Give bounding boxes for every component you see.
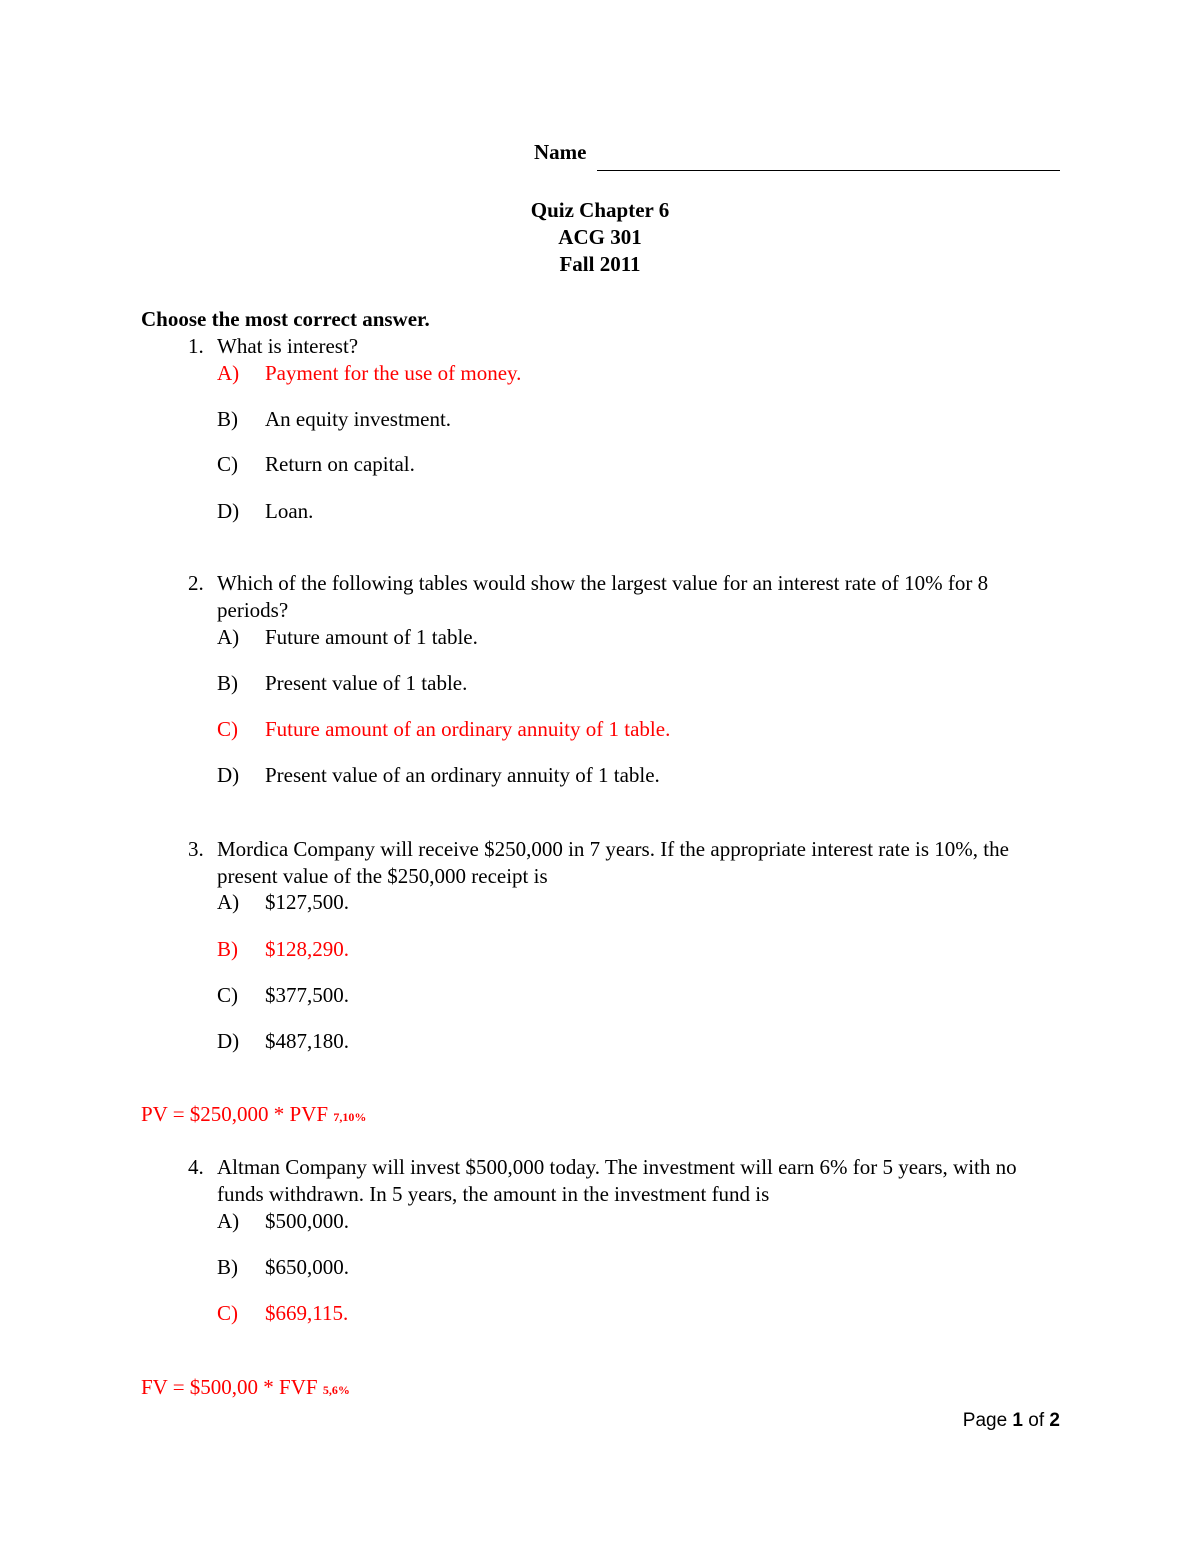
question-text: What is interest? — [217, 334, 359, 358]
page-word: Page — [962, 1410, 1008, 1431]
option-letter: C) — [217, 983, 238, 1007]
question-text: Which of the following tables would show the largest value for an interest rate of 10% for 8 periods? — [217, 571, 989, 622]
formula-text: FV = $500,00 * FVF — [141, 1375, 323, 1399]
option-letter: B) — [217, 1255, 238, 1279]
quiz-title: Quiz Chapter 6 — [530, 198, 670, 222]
pv-formula — [141, 1102, 366, 1127]
course-code: ACG 301 — [558, 225, 642, 249]
option-letter: B) — [217, 407, 238, 431]
question-text: Mordica Company will receive $250,000 in 7 years. If the appropriate interest rate is 10%, the present value of the $250,000 receipt is — [217, 837, 1009, 888]
name-blank-line[interactable] — [597, 170, 1060, 171]
of-word: of — [1028, 1410, 1045, 1431]
page-number: 1 — [1012, 1410, 1023, 1431]
option-text-correct[interactable]: $128,290. — [265, 937, 349, 961]
option-letter: C) — [217, 717, 238, 741]
option-text-correct[interactable]: $669,115. — [265, 1301, 349, 1325]
option-letter: B) — [217, 671, 238, 695]
option-letter: D) — [217, 763, 240, 787]
option-letter: C) — [217, 1301, 238, 1325]
name-label: Name — [534, 140, 587, 164]
question-number: 1. — [188, 334, 204, 358]
formula-subscript: 5,6% — [322, 1383, 350, 1397]
page-total: 2 — [1049, 1410, 1060, 1431]
option-letter: A) — [217, 361, 240, 385]
page-footer — [963, 1410, 1060, 1432]
option-text[interactable]: $500,000. — [265, 1209, 349, 1233]
option-text-correct[interactable]: Future amount of an ordinary annuity of 1 table. — [265, 717, 671, 741]
option-letter: D) — [217, 499, 240, 523]
option-text[interactable]: $650,000. — [265, 1255, 349, 1279]
instructions: Choose the most correct answer. — [141, 307, 430, 331]
option-text[interactable]: $377,500. — [265, 983, 349, 1007]
option-letter: D) — [217, 1029, 240, 1053]
option-text-correct[interactable]: Payment for the use of money. — [265, 361, 522, 385]
option-text[interactable]: $127,500. — [265, 890, 349, 914]
option-text[interactable]: Present value of an ordinary annuity of 1 table. — [265, 763, 660, 787]
formula-text: PV = $250,000 * PVF — [141, 1102, 334, 1126]
option-letter: A) — [217, 890, 240, 914]
question-number: 2. — [188, 571, 204, 595]
option-letter: A) — [217, 1209, 240, 1233]
option-text[interactable]: An equity investment. — [265, 407, 452, 431]
option-text[interactable]: Future amount of 1 table. — [265, 625, 478, 649]
option-text[interactable]: $487,180. — [265, 1029, 349, 1053]
formula-subscript: 7,10% — [333, 1110, 367, 1124]
option-letter: A) — [217, 625, 240, 649]
option-text[interactable]: Return on capital. — [265, 452, 415, 476]
option-text[interactable]: Loan. — [265, 499, 314, 523]
fv-formula — [141, 1375, 350, 1400]
question-text: Altman Company will invest $500,000 today. The investment will earn 6% for 5 years, with no funds withdrawn. In 5 years, the amount in the investment fund is — [217, 1155, 1017, 1206]
term: Fall 2011 — [559, 252, 641, 276]
option-letter: C) — [217, 452, 238, 476]
question-number: 4. — [188, 1155, 204, 1179]
question-number: 3. — [188, 837, 204, 861]
option-text[interactable]: Present value of 1 table. — [265, 671, 468, 695]
option-letter: B) — [217, 937, 238, 961]
